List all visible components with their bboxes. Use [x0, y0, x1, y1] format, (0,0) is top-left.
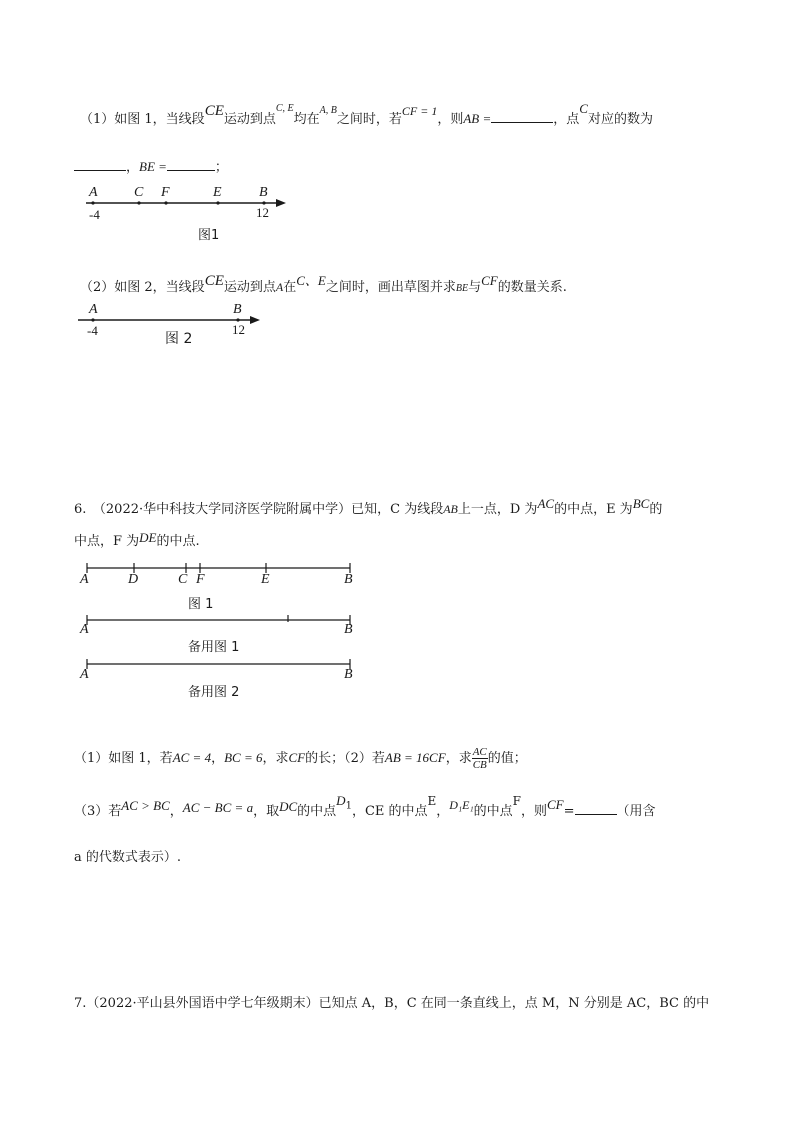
q6-text: ， [169, 804, 183, 819]
q6-text: ，则 [520, 804, 547, 819]
fig2-left-value: -4 [87, 323, 98, 338]
q6-text: ， [211, 751, 225, 766]
q6-sub3-line2 [74, 846, 181, 865]
q6-fig1-label-c: C [178, 572, 188, 587]
fig1-label-e: E [213, 185, 222, 200]
q6-text: ， [436, 804, 450, 819]
q6-text: （3）若 [74, 804, 122, 819]
q6-text: （1）如图 1，若 [74, 751, 173, 766]
q5-cf-eq: CF = 1 [401, 104, 438, 118]
q6-fraction [472, 746, 488, 771]
q5-text: ， [126, 160, 140, 175]
fig1-label-b: B [259, 185, 268, 200]
q6-d1e1: D₁E₁ [449, 798, 474, 812]
fig2-label-b: B [233, 302, 242, 317]
fig1-label-f: F [161, 185, 170, 200]
fig2-caption: 图 2 [165, 331, 193, 347]
q6-dc: DC [279, 799, 298, 814]
q6-text: 的 [649, 502, 663, 517]
q5-be-eq: BE = [139, 159, 167, 174]
q6-fig1-label-d: D [128, 572, 139, 587]
q6-fig1-label-f: F [196, 572, 205, 587]
q7-line1 [74, 992, 709, 1011]
q6-sub: 1 [345, 800, 352, 812]
q5-c: C [579, 101, 588, 116]
q5-ce: CE [204, 273, 224, 289]
q5-ab-points: A, B [319, 105, 337, 116]
q6-spare1-label-a: A [80, 622, 89, 637]
q6-text: a 的代数式表示）. [74, 850, 182, 865]
q5-text: 之间时，画出草图并求 [325, 280, 456, 295]
q6-ab-eq: AB = 16CF [384, 750, 446, 765]
fig1-right-value: 12 [256, 205, 269, 220]
q6-text: 的中点. [156, 534, 200, 549]
q6-text: 上一点，D 为 [457, 502, 538, 517]
q5-text: 对应的数为 [587, 112, 653, 127]
q6-fig1-caption: 图 1 [188, 597, 214, 612]
q6-fig1-label-e: E [261, 572, 270, 587]
q5-text: ，则 [437, 112, 464, 127]
q6-text: ，求 [262, 751, 289, 766]
q6-ac: AC [537, 496, 555, 511]
q6-spare1-label-b: B [344, 622, 353, 637]
q6-ab: AB [443, 502, 458, 516]
q6-spare2-label-b: B [344, 667, 353, 682]
fig1-caption: 图1 [198, 228, 220, 243]
q6-cf: CF [288, 750, 306, 765]
q5-text: 之间时，若 [336, 112, 402, 127]
q5-text: ； [214, 160, 228, 175]
q5-text: 的数量关系. [497, 280, 567, 295]
q6-d1: D [336, 793, 346, 808]
q5-ab-eq: AB = [463, 111, 492, 126]
q6-fig1-label-a: A [80, 572, 89, 587]
q5-ce2: C、E [296, 273, 326, 288]
q6-f1: F [512, 794, 521, 808]
q5-text: ，点 [553, 112, 580, 127]
q6-bc-eq: BC = 6 [224, 750, 263, 765]
q6-spare1-caption: 备用图 1 [188, 640, 240, 655]
q6-sub3-line [74, 793, 656, 822]
q5-a: A [275, 280, 284, 294]
q6-bc: BC [632, 496, 650, 511]
q5-text: 在 [283, 280, 297, 295]
q6-ac-eq: AC = 4 [172, 750, 212, 765]
q6-e1: E [427, 794, 437, 808]
q6-eq: = [563, 804, 575, 819]
q5-text: 均在 [293, 112, 320, 127]
fig1-left-value: -4 [89, 207, 100, 222]
q6-text: ，取 [253, 804, 280, 819]
fig1-label-a: A [89, 185, 98, 200]
q5-text: （2）如图 2，当线段 [80, 280, 205, 295]
q6-text: 的长；（2）若 [305, 751, 385, 766]
q5-text: 运动到点 [223, 112, 276, 127]
q6-text: 6. （2022·华中科技大学同济医学院附属中学）已知，C 为线段 [74, 502, 444, 517]
q6-text: 中点，F 为 [74, 534, 140, 549]
q6-text: 的中点 [473, 804, 513, 819]
q7-text: 7.（2022·平山县外国语中学七年级期末）已知点 A，B，C 在同一条直线上，点 M，N 分别是 AC，BC 的中 [74, 996, 710, 1011]
q6-fig1-label-b: B [344, 572, 353, 587]
q6-cond1: AC > BC [121, 798, 170, 813]
q6-text: ，求 [445, 751, 472, 766]
q5-text: （1）如图 1，当线段 [80, 112, 205, 127]
q5-text: 运动到点 [223, 280, 276, 295]
q6-cf1: CF [547, 797, 564, 812]
fraction-denominator: CB [472, 759, 487, 771]
q6-text: 的中点 [297, 804, 337, 819]
q6-text: （用含 [616, 804, 656, 819]
q5-ce-points: C, E [275, 103, 294, 114]
q6-text: 的中点，E 为 [554, 502, 633, 517]
q6-sub1-line [74, 746, 527, 771]
q6-text: ，CE 的中点 [351, 804, 428, 819]
q6-spare2-label-a: A [80, 667, 89, 682]
fraction-numerator: AC [472, 746, 487, 758]
q6-de: DE [139, 530, 157, 545]
fig1-label-c: C [134, 185, 144, 200]
q5-ce: CE [204, 103, 224, 119]
fig2-label-a: A [89, 302, 98, 317]
q5-cf: CF [481, 273, 498, 288]
q6-cond2: AC − BC = a [182, 800, 254, 815]
q5-be: BE [455, 283, 469, 294]
q6-spare2-caption: 备用图 2 [188, 685, 240, 700]
q5-text: 与 [468, 280, 482, 295]
answer-blank[interactable] [575, 802, 617, 815]
q6-text: 的值； [487, 751, 527, 766]
fig2-right-value: 12 [232, 322, 245, 337]
